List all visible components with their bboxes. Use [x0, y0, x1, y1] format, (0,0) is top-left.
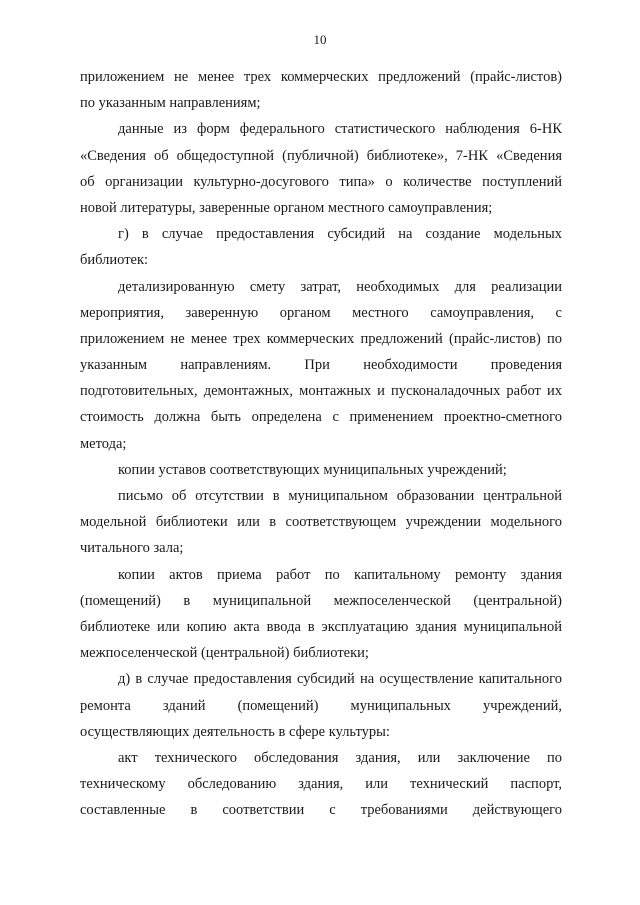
text-line: (помещений) в муниципальной межпоселенческой (центральной)	[80, 592, 562, 609]
text-line: копии актов приема работ по капитальному ремонту здания	[118, 566, 562, 583]
page-number: 10	[313, 32, 327, 47]
text-line: осуществляющих деятельность в сфере культуры:	[80, 723, 390, 740]
text-line: ремонта зданий (помещений) муниципальных учреждений,	[80, 697, 562, 714]
text-line: метода;	[80, 435, 127, 452]
document-body	[80, 64, 562, 823]
text-line: «Сведения об общедоступной (публичной) библиотеке», 7-НК «Сведения	[80, 147, 562, 164]
text-line: библиотеке или копию акта ввода в эксплуатацию здания муниципальной	[80, 618, 562, 635]
text-line: приложением не менее трех коммерческих предложений (прайс-листов)	[80, 69, 562, 85]
text-line: об организации культурно-досугового типа» о количестве поступлений	[80, 173, 562, 190]
text-line: техническому обследованию здания, или технический паспорт,	[80, 776, 562, 793]
text-line: мероприятия, заверенную органом местного самоуправления, с	[80, 304, 562, 321]
text-line: копии уставов соответствующих муниципальных учреждений;	[118, 461, 507, 478]
text-line: акт технического обследования здания, или заключение по	[118, 749, 562, 766]
text-line: д) в случае предоставления субсидий на осуществление капитального	[118, 671, 562, 688]
text-line: новой литературы, заверенные органом местного самоуправления;	[80, 199, 493, 216]
text-line: читального зала;	[80, 540, 184, 557]
text-line: по указанным направлениям;	[80, 95, 261, 112]
text-line: межпоселенческой (центральной) библиотеки;	[80, 645, 369, 662]
text-line: приложением не менее трех коммерческих предложений (прайс-листов) по	[80, 330, 562, 347]
text-line: г) в случае предоставления субсидий на создание модельных	[118, 226, 562, 243]
text-line: данные из форм федерального статистического наблюдения 6-НК	[118, 121, 562, 138]
text-line: библиотек:	[80, 252, 149, 269]
text-line: указанным направлениям. При необходимости проведения	[80, 357, 562, 374]
text-line: модельной библиотеки или в соответствующем учреждении модельного	[80, 514, 562, 531]
text-line: подготовительных, демонтажных, монтажных и пусконаладочных работ их	[80, 383, 562, 400]
text-line: письмо об отсутствии в муниципальном образовании центральной	[118, 488, 562, 504]
text-line: детализированную смету затрат, необходимых для реализации	[118, 278, 562, 295]
text-line: составленные в соответствии с требованиями действующего	[80, 802, 562, 819]
text-line: стоимость должна быть определена с применением проектно-сметного	[80, 409, 562, 426]
